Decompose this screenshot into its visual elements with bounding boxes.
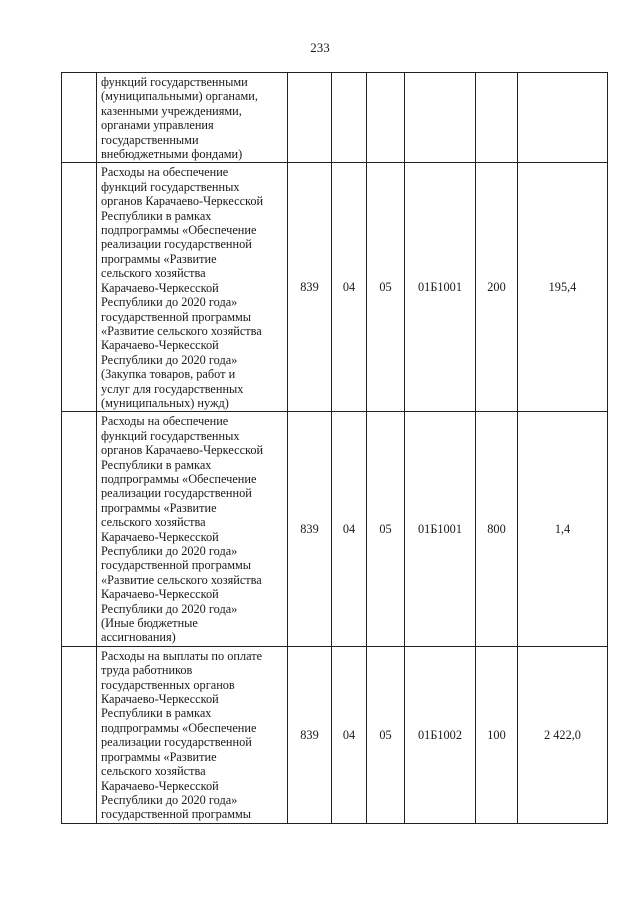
- expenditure-name-line: внебюджетными фондами): [101, 147, 243, 162]
- expenditure-name-line: государственных органов: [101, 677, 235, 692]
- expenditure-name-line: (Иные бюджетные: [101, 616, 198, 631]
- expenditure-name-line: Расходы на обеспечение: [101, 165, 229, 180]
- expenditure-name-line: Республики до 2020 года»: [101, 792, 238, 807]
- subsection-code-cell: 05: [367, 163, 405, 412]
- ministry-code-cell: 839: [288, 646, 332, 823]
- expenditure-name-line: Расходы на обеспечение: [101, 414, 229, 429]
- expenditure-name-line: «Развитие сельского хозяйства: [101, 323, 262, 338]
- expenditure-name-line: Республики в рамках: [101, 706, 212, 721]
- expenditure-name-line: органами управления: [101, 118, 214, 133]
- subsection-code-cell: 05: [367, 646, 405, 823]
- expenditure-name-line: реализации государственной: [101, 237, 252, 252]
- row-number-cell: [62, 412, 97, 647]
- expenditure-name-line: сельского хозяйства: [101, 764, 206, 779]
- expenditure-name-line: Республики в рамках: [101, 457, 212, 472]
- expenditure-name-line: подпрограммы «Обеспечение: [101, 223, 257, 238]
- expenditure-name-line: программы «Развитие: [101, 500, 217, 515]
- expenditure-name-line: Карачаево-Черкесской: [101, 692, 219, 707]
- amount-cell: 195,4: [518, 163, 608, 412]
- table-row: [62, 73, 608, 163]
- target-article-cell: 01Б1002: [405, 646, 476, 823]
- amount-cell: [518, 73, 608, 163]
- expenditure-name-line: функций государственных: [101, 428, 240, 443]
- row-number-cell: [62, 73, 97, 163]
- expenditure-name-line: казенными учреждениями,: [101, 103, 242, 118]
- table-row: [62, 646, 608, 823]
- ministry-code-cell: 839: [288, 163, 332, 412]
- amount-cell: 2 422,0: [518, 646, 608, 823]
- target-article-cell: 01Б1001: [405, 412, 476, 647]
- expense-type-cell: 800: [476, 412, 518, 647]
- expenditure-name-line: труда работников: [101, 663, 193, 678]
- subsection-code-cell: 05: [367, 412, 405, 647]
- expenditure-name-line: Республики до 2020 года»: [101, 601, 238, 616]
- expenditure-name-line: реализации государственной: [101, 735, 252, 750]
- expense-type-cell: 200: [476, 163, 518, 412]
- expense-type-cell: [476, 73, 518, 163]
- expenditure-name-line: Карачаево-Черкесской: [101, 280, 219, 295]
- expenditure-name-line: подпрограммы «Обеспечение: [101, 720, 257, 735]
- table-row: [62, 163, 608, 412]
- expenditure-name-line: функций государственных: [101, 179, 240, 194]
- expenditure-name-line: реализации государственной: [101, 486, 252, 501]
- target-article-cell: 01Б1001: [405, 163, 476, 412]
- expenditure-name-cell: [97, 73, 288, 163]
- expenditure-name-line: Карачаево-Черкесской: [101, 529, 219, 544]
- expenditure-name-line: ассигнования): [101, 630, 176, 645]
- expenditure-name-line: (муниципальными) органами,: [101, 89, 258, 104]
- expenditure-name-line: подпрограммы «Обеспечение: [101, 471, 257, 486]
- expenditure-name-line: Карачаево-Черкесской: [101, 587, 219, 602]
- expenditure-name-line: Расходы на выплаты по оплате: [101, 648, 263, 663]
- ministry-code-cell: [288, 73, 332, 163]
- expenditure-name-line: «Развитие сельского хозяйства: [101, 572, 262, 587]
- expenditure-name-line: (Закупка товаров, работ и: [101, 367, 236, 382]
- table-row: [62, 412, 608, 647]
- expenditure-name-line: услуг для государственных: [101, 381, 244, 396]
- expenditure-name-line: Республики до 2020 года»: [101, 295, 238, 310]
- row-number-cell: [62, 646, 97, 823]
- expenditure-name-line: Республики до 2020 года»: [101, 544, 238, 558]
- section-code-cell: 04: [332, 412, 367, 647]
- expenditure-name-line: государственной программы: [101, 807, 252, 822]
- expenditure-name-cell: [97, 646, 288, 823]
- expenditure-name-line: Карачаево-Черкесской: [101, 338, 219, 353]
- expenditure-name-line: функций государственными: [101, 75, 248, 89]
- row-number-cell: [62, 163, 97, 412]
- expenditure-name-line: Республики в рамках: [101, 208, 212, 223]
- expenditure-name-line: органов Карачаево-Черкесской: [101, 443, 264, 458]
- section-code-cell: 04: [332, 646, 367, 823]
- expenditure-name-cell: [97, 412, 288, 647]
- expenditure-name-line: сельского хозяйства: [101, 266, 206, 281]
- expense-type-cell: 100: [476, 646, 518, 823]
- subsection-code-cell: [367, 73, 405, 163]
- expenditure-name-line: сельского хозяйства: [101, 515, 206, 530]
- section-code-cell: [332, 73, 367, 163]
- expenditure-name-line: государственной программы: [101, 309, 252, 324]
- ministry-code-cell: 839: [288, 412, 332, 647]
- expenditure-name-line: Республики до 2020 года»: [101, 352, 238, 367]
- section-code-cell: 04: [332, 163, 367, 412]
- expenditure-name-line: Карачаево-Черкесской: [101, 778, 219, 793]
- expenditure-name-cell: [97, 163, 288, 412]
- target-article-cell: [405, 73, 476, 163]
- expenditure-name-line: программы «Развитие: [101, 749, 217, 764]
- expenditure-name-line: государственной программы: [101, 558, 252, 573]
- expenditure-name-line: органов Карачаево-Черкесской: [101, 194, 264, 209]
- page-number: 233: [310, 40, 330, 55]
- expenditure-name-line: программы «Развитие: [101, 251, 217, 266]
- expenditure-name-line: (муниципальных) нужд): [101, 395, 229, 410]
- expenditure-name-line: государственными: [101, 132, 199, 147]
- budget-expenditure-table: [61, 72, 608, 824]
- amount-cell: 1,4: [518, 412, 608, 647]
- table-body: [62, 73, 608, 824]
